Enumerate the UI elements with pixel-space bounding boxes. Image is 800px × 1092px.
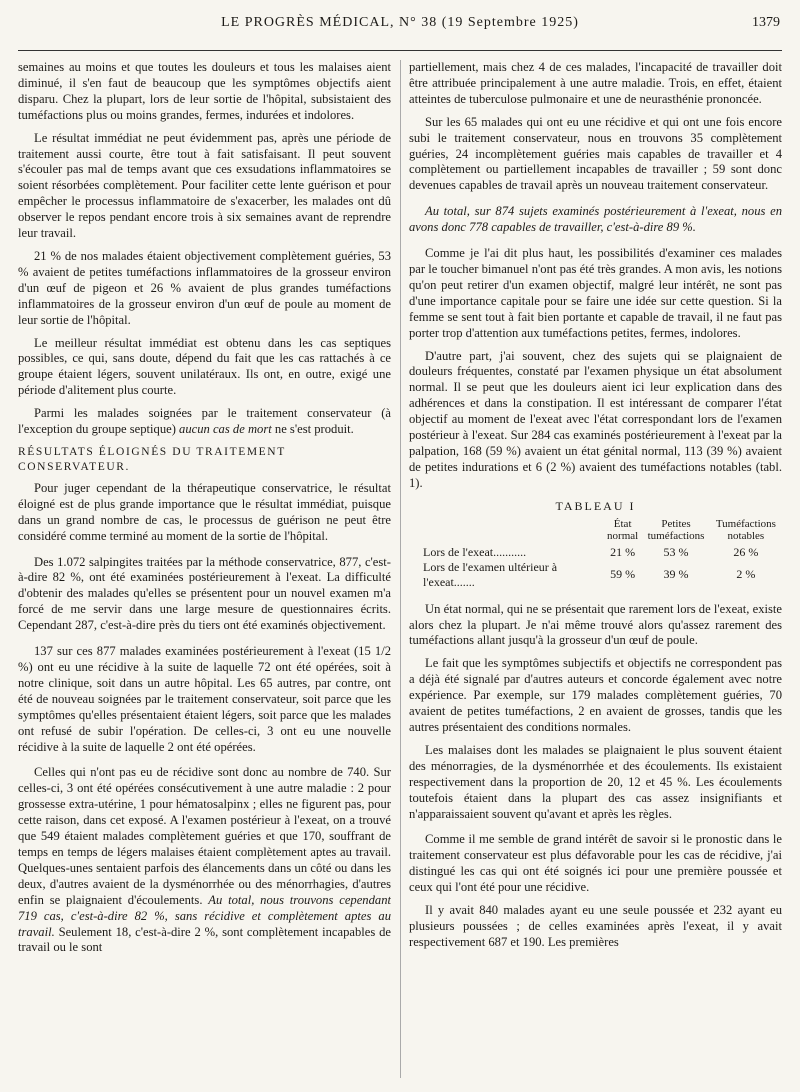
table-row	[409, 560, 782, 590]
paragraph: Comme il me semble de grand intérêt de savoir si le pronostic dans le traitement conservateur est plus défavorable pour les cas de récidive, j'ai distingué les cas qui ont été soignés ici pour une première poussée et ceux qui l'ont été pour une récidive.	[409, 832, 782, 895]
paragraph: Un état normal, qui ne se présentait que rarement lors de l'exeat, existe alors chez la plupart. Je n'ai même trouvé alors qu'assez rarement des tuméfactions allant jusqu'à la grosseur d'un œuf de poule.	[409, 601, 782, 648]
table-cell: 53 %	[663, 544, 689, 559]
table-header: Tuméfactions notables	[715, 517, 776, 542]
table-row	[409, 545, 782, 560]
paragraph: Des 1.072 salpingites traitées par la méthode conservatrice, 877, c'est-à-dire 82 %, ont été examinées postérieurement à l'exeat. La difficulté d'obtenir des malades qu'elles se présentent pour un nouvel examen m'a forcé de me servir dans une large mesure de questionnaires écrits. Cependant 287, c'est-à-dire près du tiers ont été examinés objectivement.	[18, 554, 391, 633]
text-run: ne s'est produit.	[271, 422, 354, 437]
text-run: Celles qui n'ont pas eu de récidive sont donc au nombre de 740. Sur celles-ci, 3 ont été opérées consécutivement à une autre maladie : 2 pour grossesse extra-utérine, 1 pour hématosalpinx ; elles ne figurent pas, pour cette raison, dans cet exposé. A l'examen postérieur à l'exeat, on a trouvé que 549 étaient malades complètement guéries et que 170, souffrant de temps en temps de légers malaises étaient complètement aptes au travail. Quelques-unes sentaient parfois des élancements dans un côté ou dans les deux, d'autres avaient de la dysménorrhée ou des ménorrhagies, d'autres enfin se plaignaient d'écoulements.	[18, 765, 391, 907]
paragraph: partiellement, mais chez 4 de ces malades, l'incapacité de travailler doit être attribuée principalement à une autre maladie. Trois, en effet, étaient atteintes de tuberculose pulmonaire et une de neurasthénie prononcée.	[409, 60, 782, 106]
paragraph: Pour juger cependant de la thérapeutique conservatrice, le résultat éloigné est de plus grande importance que le résultat immédiat, puisque dans un grand nombre de cas, le processus de guérison ne peut être considéré comme terminé au moment de la sortie de l'hôpital.	[18, 480, 391, 543]
section-heading: RÉSULTATS ÉLOIGNÉS DU TRAITEMENT CONSERVATEUR.	[18, 445, 286, 473]
table-title: TABLEAU I	[555, 498, 636, 513]
paragraph: D'autre part, j'ai souvent, chez des sujets qui se plaignaient de douleurs fréquentes, constaté par l'examen physique un état absolument normal. Il se peut que les douleurs aient ici leur explication dans des adhérences et dans la constipation. Il est intéressant de comparer l'état objectif au moment de l'exeat avec l'état correspondant lors de l'examen postérieur à l'exeat. Sur 284 cas examinés postérieurement à l'exeat par la palpation, 168 (59 %) avaient un état génital normal, 113 (39 %) avaient de petites indurations et 6 (2 %) avaient des tuméfactions notables (tabl. 1).	[409, 348, 782, 490]
paragraph: Il y avait 840 malades ayant eu une seule poussée et 232 ayant eu plusieurs poussées ; de celles examinées après l'exeat, il y avait respectivement 687 et 190. Les premières	[409, 903, 782, 949]
italic-text: aucun cas de mort	[179, 422, 272, 437]
paragraph: 21 % de nos malades étaient objectivement complètement guéries, 53 % avaient de petites tuméfactions inflammatoires de la grosseur environ d'un œuf de pigeon et 26 % avaient de plus grandes tuméfactions inflammatoires de la grosseur environ d'un œuf de poule au moment de leur sortie de l'hôpital.	[18, 248, 391, 327]
row-label: Lors de l'exeat...........	[423, 544, 527, 559]
table-cell: 26 %	[733, 544, 759, 559]
table-header: Petites tuméfactions	[647, 517, 705, 542]
italic-text: Au total, nous trouvons cependant 719 cas, c'est-à-dire 82 %, sans récidive et complètement aptes au travail.	[18, 892, 391, 939]
table-cell: 59 %	[610, 567, 636, 582]
row-label: Lors de l'examen ultérieur à l'exeat.......	[423, 559, 558, 589]
paragraph	[18, 765, 391, 956]
paragraph: Comme je l'ai dit plus haut, les possibilités d'examiner ces malades par le toucher bimanuel n'ont pas été très grandes. A mon avis, les notions qu'on peut retirer d'un examen objectif, malgré leur intérêt, ne sont pas d'une importance capitale pour se faire une idée sur cette question. Si la femme se sent tout à fait bien portante et capable de travail, il ne faut pas porter trop d'attention aux tuméfactions petites, fermes, indolores.	[409, 246, 782, 340]
table-cell: 21 %	[610, 544, 636, 559]
paragraph: Le résultat immédiat ne peut évidemment pas, après une période de traitement aussi courte, être tout à fait satisfaisant. Il peut souvent s'écouler pas mal de temps avant que ces exsudations inflammatoires se soient résorbées complètement. Pour faciliter cette lente guérison et pour empêcher le processus inflammatoire de s'exacerber, les malades ont dû observer le repos pendant encore trois à six semaines avant de reprendre leur travail.	[18, 130, 391, 241]
paragraph	[18, 406, 391, 438]
text-run: Seulement 18, c'est-à-dire 2 %, sont complètement incapables de travail ou le sont	[18, 924, 391, 955]
paragraph: Sur les 65 malades qui ont eu une récidive et qui ont une fois encore subi le traitement conservateur, nous en trouvons 35 complètement guéries, 24 incomplètement guéries mais capables de travailler et 4 complètement ou partiellement incapables de travailler ; 59 sont donc devenues capables de travail après un nouveau traitement conservateur.	[409, 114, 782, 193]
paragraph: 137 sur ces 877 malades examinées postérieurement à l'exeat (15 1/2 %) ont eu une récidive à la suite de laquelle 72 ont été opérées, soit à notre clinique, soit dans un autre hôpital. Les 65 autres, par contre, ont été de nouveau soignées par le traitement conservateur, soit parce que les symptômes qu'elles présentaient étaient légers, soit parce que les malades ont refusé de subir l'opération. De celles-ci, 3 ont eu une nouvelle récidive à la suite de laquelle 2 ont été opérées.	[18, 644, 391, 754]
table-cell: 39 %	[663, 567, 689, 582]
page-number: 1379	[752, 15, 780, 30]
journal-title: LE PROGRÈS MÉDICAL, N° 38 (19 Septembre 1925)	[221, 15, 579, 30]
paragraph: Le fait que les symptômes subjectifs et objectifs ne correspondent pas a déjà été signalé par d'autres auteurs et concorde également avec notre expérience. Par exemple, sur 179 malades complètement guéries, 70 avaient de petites tuméfactions, 2 en avaient de grosses, tandis que les autres présentaient des conditions normales.	[409, 656, 782, 734]
paragraph: Le meilleur résultat immédiat est obtenu dans les cas septiques possibles, ce qui, sans doute, dépend du fait que les cas rattachés à ce groupe étaient légers, souvent unilatéraux. Ils ont, en outre, exigé une période d'alitement plus courte.	[18, 335, 391, 398]
paragraph: Les malaises dont les malades se plaignaient le plus souvent étaient des ménorragies, de la dysménorrhée et des écoulements. Ils existaient respectivement dans la proportion de 20, 12 et 45 %. Les écoulements toutefois étaient dans la plupart des cas assez insignifiants et n'apparaissaient souvent qu'avant et après les règles.	[409, 742, 782, 821]
table-header-row	[409, 518, 782, 545]
table-cell: 2 %	[736, 567, 756, 582]
results-table	[409, 518, 782, 590]
table-header	[409, 518, 603, 545]
italic-paragraph: Au total, sur 874 sujets examinés postérieurement à l'exeat, nous en avons donc 778 capables de travailler, c'est-à-dire 89 %.	[409, 204, 782, 235]
right-column	[409, 60, 782, 1086]
paragraph: semaines au moins et que toutes les douleurs et tous les malaises aient diminué, il s'en faut de beaucoup que les symptômes objectifs aient disparu. Chez la plupart, lors de leur sortie de l'hôpital, subsistaient des tuméfactions plus ou moins grandes, fermes, indurées et indolores.	[18, 60, 391, 122]
running-header	[18, 14, 782, 51]
text-run: Parmi les malades soignées par le traitement conservateur (à l'exception du groupe septique)	[18, 406, 391, 437]
left-column	[18, 60, 391, 1086]
table-header: État normal	[607, 517, 639, 542]
column-divider	[400, 60, 401, 1078]
